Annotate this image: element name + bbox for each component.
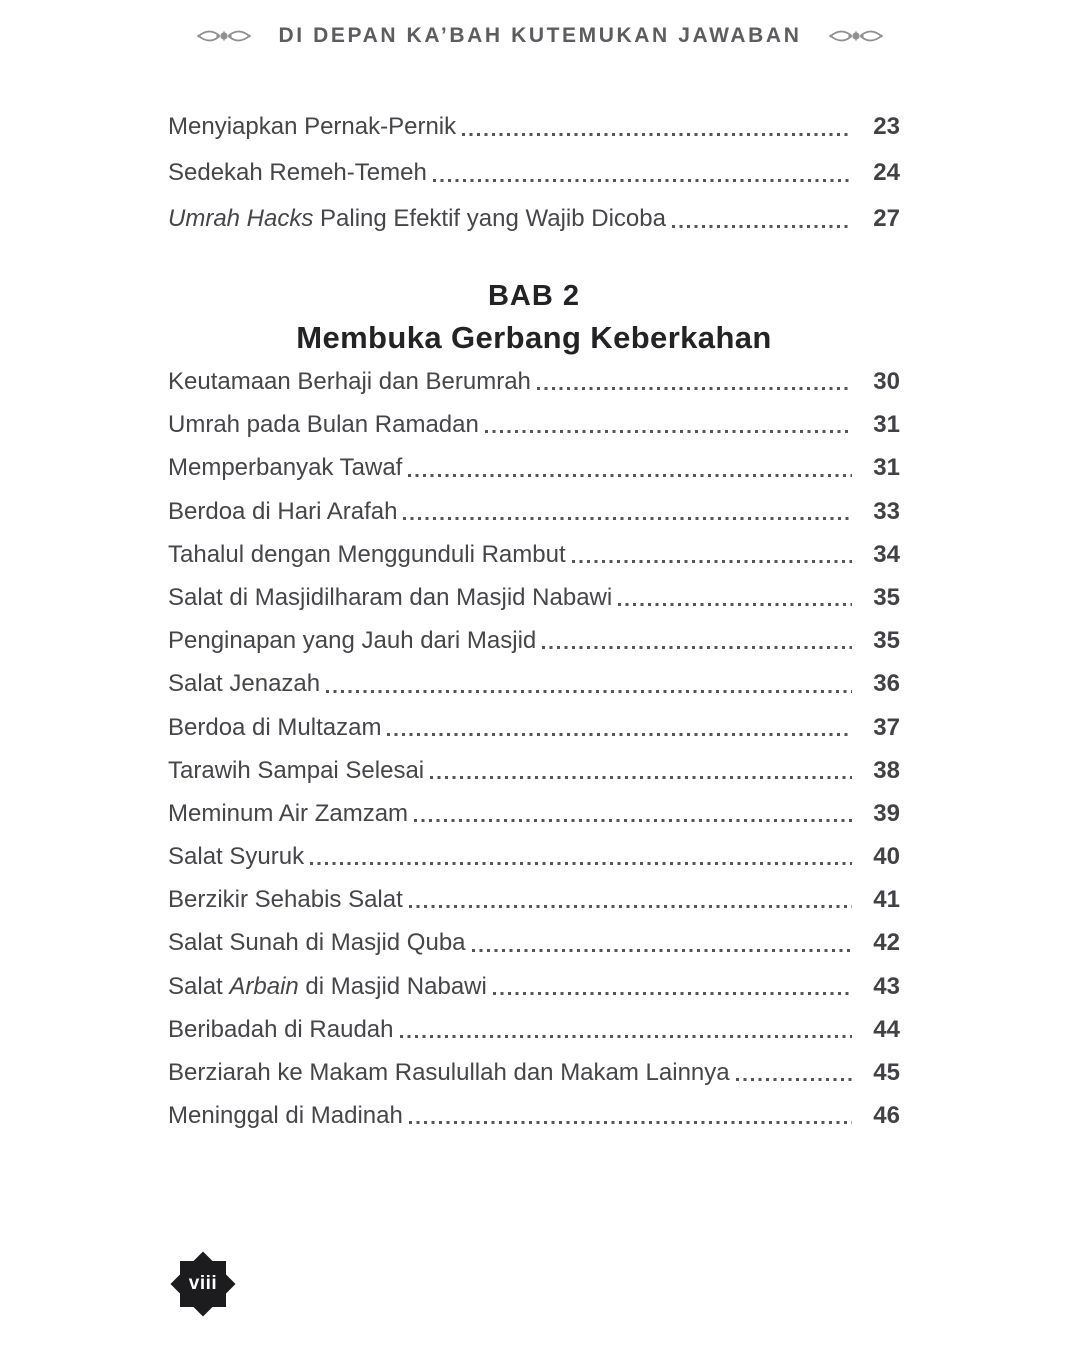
toc-entry — [168, 403, 900, 446]
dotted-leader — [409, 905, 852, 908]
toc-page-number: 46 — [873, 1102, 900, 1130]
toc-entry — [168, 1094, 900, 1137]
toc-page-number: 44 — [873, 1015, 900, 1043]
toc-entry-title: Meninggal di Madinah — [168, 1102, 403, 1130]
toc-page-number: 41 — [873, 886, 900, 914]
toc-entry-title: Keutamaan Berhaji dan Berumrah — [168, 368, 531, 395]
toc-entry-title: Salat Jenazah — [168, 670, 321, 698]
toc-page-number: 42 — [873, 929, 900, 957]
toc-entry-title: Berzikir Sehabis Salat — [168, 886, 403, 914]
toc-page-number: 43 — [873, 972, 900, 1000]
table-of-contents — [168, 104, 900, 1137]
toc-entry-title: Sedekah Remeh-Temeh — [168, 159, 427, 186]
toc-page-number: 40 — [873, 843, 900, 871]
toc-page-number: 35 — [873, 627, 900, 655]
toc-entry-title: Berdoa di Hari Arafah — [168, 497, 398, 525]
dotted-leader — [414, 819, 852, 822]
toc-entry-title: Berziarah ke Makam Rasulullah dan Makam Lainnya — [168, 1059, 730, 1086]
toc-entry-title: Penginapan yang Jauh dari Masjid — [168, 627, 537, 655]
toc-entry — [168, 490, 900, 533]
page-number: viii — [188, 1273, 218, 1294]
toc-entry — [168, 576, 900, 619]
toc-entry-title: Salat Sunah di Masjid Quba — [168, 929, 466, 957]
toc-entry — [168, 835, 900, 878]
toc-page-number: 34 — [873, 540, 900, 568]
dotted-leader — [430, 776, 852, 779]
dotted-leader — [409, 1121, 852, 1124]
chapter-title: Membuka Gerbang Keberkahan — [296, 320, 772, 355]
dotted-leader — [736, 1078, 852, 1081]
toc-entry — [168, 1051, 900, 1094]
dotted-leader — [572, 560, 852, 563]
dotted-leader — [326, 690, 852, 693]
toc-entry-title: Salat Arbain di Masjid Nabawi — [168, 972, 487, 1000]
dotted-leader — [403, 517, 852, 520]
page-number-badge — [171, 1252, 235, 1316]
toc-entry — [168, 878, 900, 921]
toc-page-number: 39 — [873, 799, 900, 827]
toc-page-number: 27 — [873, 205, 900, 232]
chapter-heading — [168, 276, 900, 360]
book-title: DI DEPAN KA’BAH KUTEMUKAN JAWABAN — [278, 24, 802, 47]
toc-entry-title: Tarawih Sampai Selesai — [168, 756, 425, 784]
dotted-leader — [400, 1035, 852, 1038]
toc-entry-title: Beribadah di Raudah — [168, 1015, 394, 1043]
dotted-leader — [408, 474, 852, 477]
toc-entry-title: Umrah pada Bulan Ramadan — [168, 411, 479, 439]
toc-entry — [168, 1008, 900, 1051]
toc-entry — [168, 446, 900, 489]
toc-entry-title: Salat di Masjidilharam dan Masjid Nabawi — [168, 583, 613, 611]
toc-entry — [168, 706, 900, 749]
dotted-leader — [542, 646, 852, 649]
toc-entry — [168, 792, 900, 835]
toc-entry — [168, 749, 900, 792]
toc-entry — [168, 360, 900, 403]
toc-entry-title: Memperbanyak Tawaf — [168, 454, 403, 482]
toc-entry-title: Umrah Hacks Paling Efektif yang Wajib Dicoba — [168, 205, 666, 232]
toc-page-number: 23 — [873, 113, 900, 140]
toc-page-number: 31 — [873, 411, 900, 439]
toc-entry — [168, 921, 900, 964]
toc-entry — [168, 533, 900, 576]
toc-page-number: 30 — [873, 368, 900, 395]
running-head — [0, 24, 1080, 48]
dotted-leader — [537, 387, 852, 390]
toc-entry-title: Tahalul dengan Menggunduli Rambut — [168, 540, 566, 568]
toc-entry — [168, 662, 900, 705]
dotted-leader — [493, 992, 852, 995]
chapter-label: BAB 2 — [487, 280, 580, 312]
toc-entry — [168, 150, 900, 196]
dotted-leader — [433, 179, 852, 182]
toc-entry-title: Berdoa di Multazam — [168, 713, 382, 741]
dotted-leader — [310, 862, 852, 865]
toc-page-number: 36 — [873, 670, 900, 698]
dotted-leader — [387, 733, 852, 736]
dotted-leader — [618, 603, 852, 606]
toc-entry — [168, 619, 900, 662]
toc-section — [168, 104, 900, 242]
toc-entry — [168, 104, 900, 150]
toc-entry-title: Meminum Air Zamzam — [168, 799, 409, 827]
toc-page-number: 31 — [873, 454, 900, 482]
ornament-left-icon — [195, 27, 253, 45]
toc-entry — [168, 196, 900, 242]
dotted-leader — [485, 430, 852, 433]
toc-entry — [168, 965, 900, 1008]
toc-entry-title: Salat Syuruk — [168, 843, 305, 871]
toc-page-number: 38 — [873, 756, 900, 784]
toc-page-number: 33 — [873, 497, 900, 525]
toc-entry-title: Menyiapkan Pernak-Pernik — [168, 113, 457, 140]
dotted-leader — [472, 949, 852, 952]
toc-section — [168, 276, 900, 1137]
dotted-leader — [672, 225, 852, 228]
toc-page-number: 35 — [873, 583, 900, 611]
dotted-leader — [462, 133, 852, 136]
toc-page-number: 37 — [873, 713, 900, 741]
toc-page-number: 45 — [873, 1059, 900, 1086]
ornament-right-icon — [827, 27, 885, 45]
toc-page-number: 24 — [873, 159, 900, 186]
